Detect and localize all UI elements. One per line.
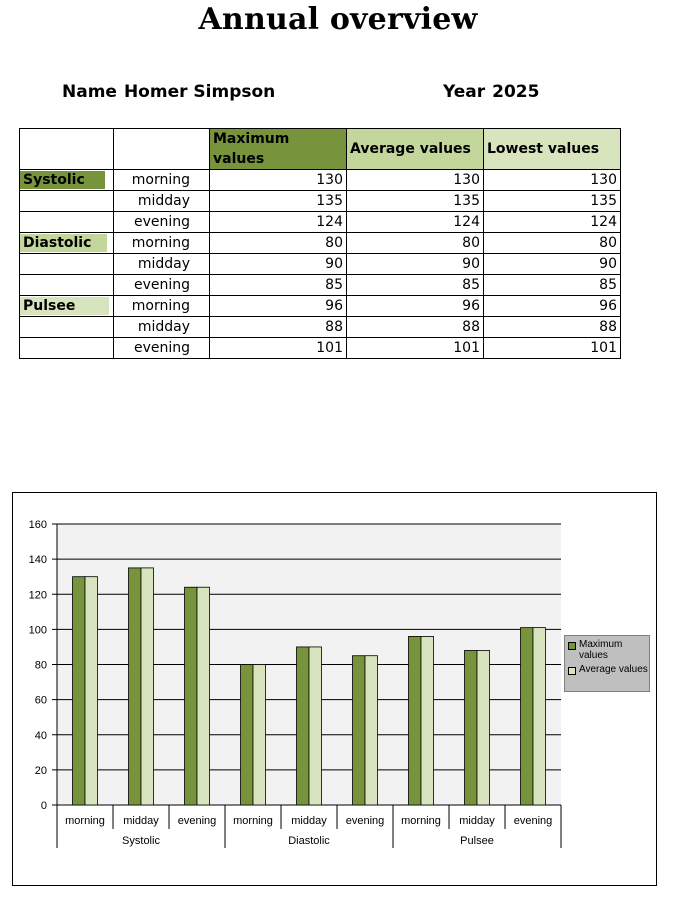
max-value-cell: 135	[210, 191, 347, 212]
table-row	[20, 254, 621, 275]
bar-average	[141, 568, 154, 805]
table-row	[20, 170, 621, 191]
name-field	[62, 82, 275, 102]
max-value-cell: 90	[210, 254, 347, 275]
group-label-systolic: Systolic	[20, 171, 105, 189]
legend-label-average: Average values	[579, 664, 648, 675]
max-value-cell: 130	[210, 170, 347, 191]
max-value-cell: 96	[210, 296, 347, 317]
avg-value-cell: 96	[347, 296, 484, 317]
legend-label-maximum: Maximum values	[579, 639, 623, 661]
time-cell: midday	[114, 191, 210, 212]
x-category-label: morning	[401, 815, 441, 827]
max-value-cell: 80	[210, 233, 347, 254]
bar-average	[365, 656, 378, 805]
avg-value-cell: 135	[347, 191, 484, 212]
max-value-cell: 124	[210, 212, 347, 233]
x-category-label: evening	[513, 815, 553, 827]
time-cell: midday	[114, 317, 210, 338]
x-category-label: morning	[65, 815, 105, 827]
bar-maximum	[185, 587, 198, 805]
chart-legend	[564, 635, 650, 692]
table-row	[20, 212, 621, 233]
avg-value-cell: 130	[347, 170, 484, 191]
group-label-pulsee: Pulsee	[20, 297, 109, 315]
low-value-cell: 85	[484, 275, 621, 296]
y-tick-label: 80	[34, 659, 47, 672]
group-label-cell	[20, 170, 114, 191]
group-label-cell	[20, 233, 114, 254]
time-cell: midday	[114, 254, 210, 275]
bar-maximum	[129, 568, 142, 805]
year-field	[443, 82, 539, 102]
low-value-cell: 80	[484, 233, 621, 254]
group-label-cell	[20, 296, 114, 317]
time-cell: morning	[114, 296, 210, 317]
y-tick-label: 60	[34, 694, 47, 707]
bar-average	[197, 587, 210, 805]
avg-value-cell: 85	[347, 275, 484, 296]
x-category-label: morning	[233, 815, 273, 827]
bar-average	[85, 577, 98, 805]
table-row	[20, 191, 621, 212]
page-title: Annual overview	[198, 2, 478, 37]
x-category-label: evening	[177, 815, 217, 827]
bar-maximum	[521, 628, 534, 805]
max-value-cell: 85	[210, 275, 347, 296]
time-cell: morning	[114, 170, 210, 191]
bar-maximum	[465, 650, 478, 805]
max-value-cell: 101	[210, 338, 347, 359]
low-value-cell: 130	[484, 170, 621, 191]
chart-frame	[12, 492, 657, 886]
header-lowest-values: Lowest values	[484, 129, 621, 170]
header-average-values: Average values	[347, 129, 484, 170]
y-tick-label: 120	[28, 589, 47, 602]
avg-value-cell: 88	[347, 317, 484, 338]
x-group-label: Diastolic	[288, 835, 330, 847]
bar-maximum	[241, 665, 254, 806]
avg-value-cell: 90	[347, 254, 484, 275]
group-label-diastolic: Diastolic	[20, 234, 107, 252]
time-cell: evening	[114, 338, 210, 359]
group-empty-cell	[20, 191, 114, 212]
bar-maximum	[297, 647, 310, 805]
bar-maximum	[73, 577, 86, 805]
table-row	[20, 233, 621, 254]
low-value-cell: 88	[484, 317, 621, 338]
y-tick-label: 20	[34, 764, 47, 777]
name-value: Homer Simpson	[123, 82, 276, 102]
table-row	[20, 338, 621, 359]
x-category-label: evening	[345, 815, 385, 827]
group-empty-cell	[20, 317, 114, 338]
low-value-cell: 124	[484, 212, 621, 233]
year-value: 2025	[492, 82, 540, 102]
y-tick-label: 40	[34, 729, 47, 742]
time-cell: evening	[114, 275, 210, 296]
header-maximum-values: Maximum values	[210, 129, 347, 170]
group-empty-cell	[20, 338, 114, 359]
legend-item-average	[568, 664, 649, 675]
time-cell: evening	[114, 212, 210, 233]
y-tick-label: 160	[28, 519, 47, 531]
x-group-label: Systolic	[122, 835, 160, 847]
table-header-row	[20, 129, 621, 170]
x-category-label: midday	[459, 815, 495, 827]
year-label: Year	[443, 82, 486, 102]
bar-maximum	[409, 636, 422, 805]
group-empty-cell	[20, 212, 114, 233]
y-tick-label: 0	[40, 800, 47, 812]
values-table	[19, 128, 621, 359]
low-value-cell: 96	[484, 296, 621, 317]
group-empty-cell	[20, 254, 114, 275]
bar-average	[253, 665, 266, 806]
x-group-label: Pulsee	[460, 835, 494, 847]
legend-swatch-maximum	[568, 642, 576, 650]
table-row	[20, 296, 621, 317]
avg-value-cell: 101	[347, 338, 484, 359]
bar-average	[533, 628, 546, 805]
legend-item-maximum	[568, 639, 649, 661]
bar-maximum	[353, 656, 366, 805]
low-value-cell: 101	[484, 338, 621, 359]
header-empty-cell	[20, 129, 114, 170]
time-cell: morning	[114, 233, 210, 254]
legend-swatch-average	[568, 667, 576, 675]
header-empty-cell	[114, 129, 210, 170]
low-value-cell: 135	[484, 191, 621, 212]
group-empty-cell	[20, 275, 114, 296]
avg-value-cell: 80	[347, 233, 484, 254]
avg-value-cell: 124	[347, 212, 484, 233]
bar-average	[309, 647, 322, 805]
bar-average	[477, 650, 490, 805]
bar-chart	[13, 493, 656, 885]
x-category-label: midday	[291, 815, 327, 827]
name-label: Name	[62, 82, 117, 102]
x-category-label: midday	[123, 815, 159, 827]
bar-average	[421, 636, 434, 805]
table-row	[20, 275, 621, 296]
table-row	[20, 317, 621, 338]
y-tick-label: 100	[28, 624, 47, 637]
max-value-cell: 88	[210, 317, 347, 338]
low-value-cell: 90	[484, 254, 621, 275]
y-tick-label: 140	[28, 554, 47, 567]
